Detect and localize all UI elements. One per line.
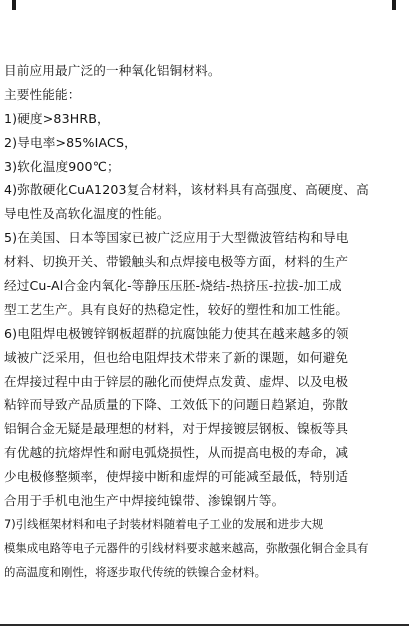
document-text-line: 型工艺生产。具有良好的热稳定性，较好的塑性和加工性能。 [4, 301, 349, 317]
document-text-line: 铝铜合金无疑是最理想的材料，对于焊接镀层钢板、镍板等具 [4, 421, 349, 437]
document-text-line: 2)导电率>85%IACS， [4, 134, 137, 150]
document-text-line: 经过Cu-Al合金内氧化-等静压压胚-烧结-热挤压-拉拔-加工成 [4, 278, 342, 294]
document-text-line: 域被广泛采用，但也给电阻焊技术带来了新的课题，如何避免 [4, 349, 349, 365]
bottom-divider [0, 624, 409, 626]
scan-corner-mark-right [392, 0, 396, 10]
document-text-line: 主要性能能： [4, 86, 81, 102]
document-text-line: 导电性及高软化温度的性能。 [4, 206, 170, 222]
document-text-line: 3)软化温度900℃； [4, 158, 120, 174]
document-text-line: 材料、切换开关、带锻触头和点焊接电极等方面，材料的生产 [4, 254, 349, 270]
document-text-line: 的高温度和刚性，将逐步取代传统的铁镍合金材料。 [4, 564, 266, 579]
document-text-line: 6)电阻焊电极镀锌钢板超群的抗腐蚀能力使其在越来越多的领 [4, 325, 349, 341]
document-text-line: 合用于手机电池生产中焊接纯镍带、渗镍钢片等。 [4, 493, 285, 509]
document-text-line: 有优越的抗熔焊性和耐电弧烧损性，从而提高电极的寿命，减 [4, 445, 349, 461]
document-text-line: 5)在美国、日本等国家已被广泛应用于大型微波管结构和导电 [4, 230, 349, 246]
document-text-line: 1)硬度>83HRB， [4, 110, 110, 126]
document-body [4, 59, 404, 585]
document-text-line: 在焊接过程中由于锌层的融化而使焊点发黄、虚焊、以及电极 [4, 373, 349, 389]
document-text-line: 4)弥散硬化CuA1203复合材料，该材料具有高强度、高硬度、高 [4, 182, 369, 198]
scan-corner-mark-left [12, 0, 16, 10]
document-text-line: 目前应用最广泛的一种氧化铝铜材料。 [4, 63, 221, 78]
document-text-line: 7)引线框架材料和电子封装材料随着电子工业的发展和进步大规 [4, 516, 324, 531]
document-text-line: 模集成电路等电子元器件的引线材料要求越来越高，弥散强化铜合金具有 [4, 540, 369, 555]
document-text-line: 粘锌而导致产品质量的下降、工效低下的问题日趋紧迫，弥散 [4, 397, 349, 413]
document-text-line: 少电极修整频率，使焊接中断和虚焊的可能减至最低，特别适 [4, 469, 349, 485]
